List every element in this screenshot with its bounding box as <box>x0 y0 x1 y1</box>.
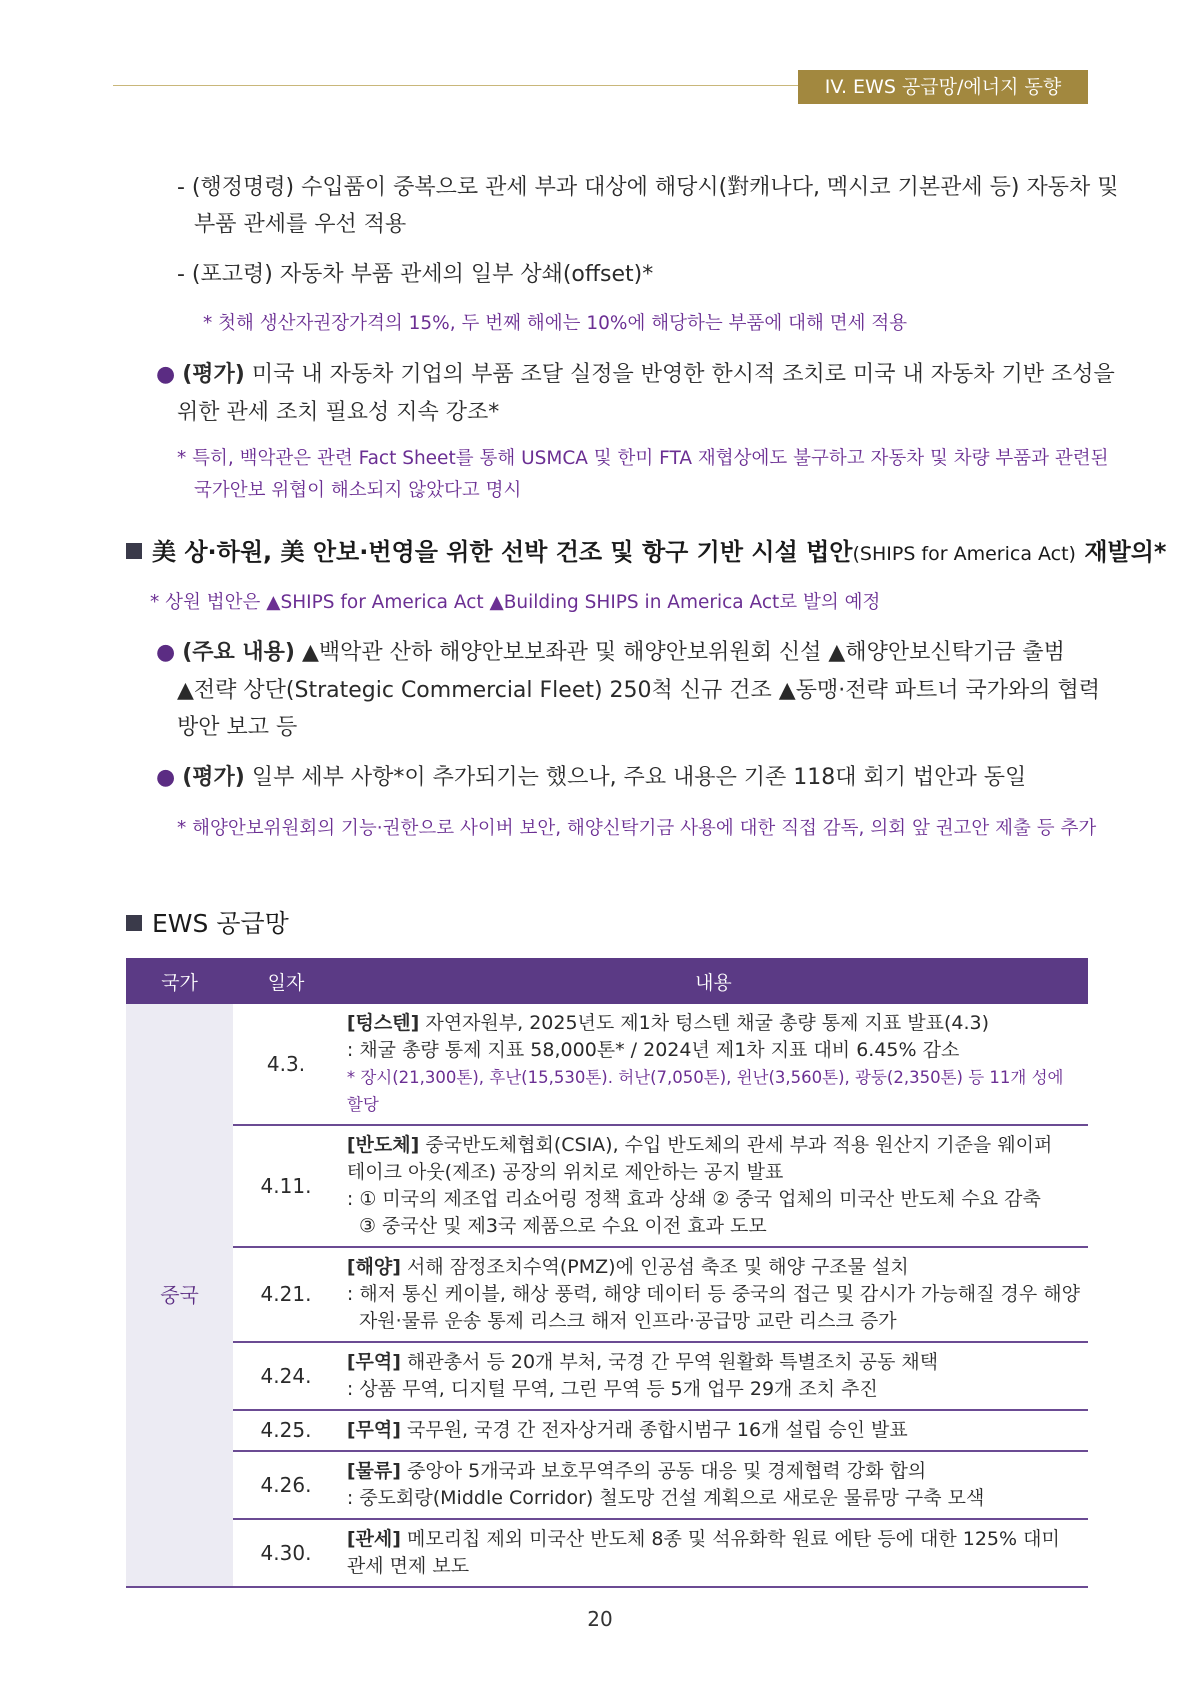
date-cell: 4.21. <box>233 1247 339 1342</box>
section-heading-ships <box>126 532 1166 567</box>
page-number: 20 <box>587 1607 613 1631</box>
bullet-label: (평가) <box>182 765 245 790</box>
content-line <box>347 1526 1080 1553</box>
content-line <box>347 1254 1080 1281</box>
content-text: 중국반도체협회(CSIA), 수입 반도체의 관세 부과 적용 원산지 기준을 웨이퍼 <box>425 1134 1053 1156</box>
topic-tag: [무역] <box>346 1351 401 1373</box>
footnote-2a: * 특히, 백악관은 관련 Fact Sheet를 통해 USMCA 및 한미 FTA 재협상에도 불구하고 자동차 및 차량 부품과 관련된 <box>177 448 1109 469</box>
content-line <box>347 1213 1080 1240</box>
content-line <box>347 1458 1080 1485</box>
section-heading-suffix: 재발의* <box>1075 538 1167 566</box>
table-row <box>126 1519 1088 1587</box>
text-line-1: - (행정명령) 수입품이 중복으로 관세 부과 대상에 해당시(對캐나다, 멕시코 기본관세 등) 자동차 및 <box>177 175 1119 200</box>
table-footnote: * 장시(21,300톤), 후난(15,530톤). 허난(7,050톤), 윈난(3,560톤), 광둥(2,350톤) 등 11개 성에 할당 <box>346 1068 1064 1114</box>
content-line <box>347 1308 1080 1335</box>
content-cell <box>339 1519 1088 1587</box>
topic-tag: [무역] <box>346 1419 401 1441</box>
content-line <box>347 1417 1080 1444</box>
content-line <box>347 1281 1080 1308</box>
date-cell: 4.26. <box>233 1451 339 1519</box>
content-line <box>347 1485 1080 1512</box>
table-row <box>126 1342 1088 1410</box>
bullet-text: ▲백악관 산하 해양안보보좌관 및 해양안보위원회 신설 ▲해양안보신탁기금 출범 <box>294 640 1065 665</box>
topic-tag: [물류] <box>346 1460 401 1482</box>
date-cell: 4.25. <box>233 1410 339 1451</box>
footnote-3: * 상원 법안은 ▲SHIPS for America Act ▲Building SHIPS in America Act로 발의 예정 <box>150 592 881 613</box>
section-heading-text: EWS 공급망 <box>152 909 289 938</box>
header-content: 내용 <box>339 958 1088 1004</box>
text-line-12: 방안 보고 등 <box>177 715 298 740</box>
header-country: 국가 <box>126 958 233 1004</box>
content-text: 자연자원부, 2025년도 제1차 텅스텐 채굴 총량 통제 지표 발표(4.3) <box>425 1012 989 1034</box>
content-text: 서해 잠정조치수역(PMZ)에 인공섬 축조 및 해양 구조물 설치 <box>407 1256 909 1278</box>
bullet-evaluation-2 <box>156 760 1026 791</box>
text-line-6: 위한 관세 조치 필요성 지속 강조* <box>177 400 500 425</box>
bullet-label: (주요 내용) <box>182 640 295 665</box>
content-cell <box>339 1342 1088 1410</box>
content-cell <box>339 1125 1088 1247</box>
bullet-dot: ● <box>156 640 176 665</box>
content-text: 자원·물류 운송 통제 리스크 해저 인프라·공급망 교란 리스크 증가 <box>346 1310 897 1332</box>
content-line <box>347 1037 1080 1064</box>
content-line <box>347 1159 1080 1186</box>
table-row <box>126 1410 1088 1451</box>
topic-tag: [텅스텐] <box>346 1012 420 1034</box>
square-icon <box>126 915 142 931</box>
bullet-dot: ● <box>156 362 176 387</box>
content-line <box>347 1349 1080 1376</box>
content-text: : 채굴 총량 통제 지표 58,000톤* / 2024년 제1차 지표 대비 6.45% 감소 <box>346 1039 960 1061</box>
table-header-row <box>126 958 1088 1004</box>
date-cell: 4.24. <box>233 1342 339 1410</box>
text-line-2: 부품 관세를 우선 적용 <box>194 212 407 237</box>
content-text: 중앙아 5개국과 보호무역주의 공동 대응 및 경제협력 강화 합의 <box>407 1460 927 1482</box>
bullet-evaluation-1 <box>156 357 1115 388</box>
table-row <box>126 1451 1088 1519</box>
content-line <box>347 1376 1080 1403</box>
topic-tag: [반도체] <box>346 1134 420 1156</box>
date-cell: 4.30. <box>233 1519 339 1587</box>
content-text: : ① 미국의 제조업 리쇼어링 정책 효과 상쇄 ② 중국 업체의 미국산 반도체 수요 감축 <box>346 1188 1041 1210</box>
footnote-1: * 첫해 생산자권장가격의 15%, 두 번째 해에는 10%에 해당하는 부품에 대해 면세 적용 <box>203 313 908 334</box>
ews-supply-chain-table <box>126 958 1088 1588</box>
content-text: : 중도회랑(Middle Corridor) 철도망 건설 계획으로 새로운 물류망 구축 모색 <box>346 1487 985 1509</box>
topic-tag: [관세] <box>346 1528 401 1550</box>
content-text: : 해저 통신 케이블, 해상 풍력, 해양 데이터 등 중국의 접근 및 감시가 가능해질 경우 해양 <box>346 1283 1080 1305</box>
content-cell <box>339 1247 1088 1342</box>
text-line-11: ▲전략 상단(Strategic Commercial Fleet) 250척 신규 건조 ▲동맹·전략 파트너 국가와의 협력 <box>177 678 1100 703</box>
section-heading-act: (SHIPS for America Act) <box>852 543 1076 565</box>
bullet-text: 일부 세부 사항*이 추가되기는 했으나, 주요 내용은 기존 118대 회기 법안과 동일 <box>244 765 1027 790</box>
table-row <box>126 1247 1088 1342</box>
content-cell <box>339 1451 1088 1519</box>
content-line <box>347 1553 1080 1580</box>
section-heading-ews <box>126 904 289 940</box>
text-line-3: - (포고령) 자동차 부품 관세의 일부 상쇄(offset)* <box>177 262 654 287</box>
table-row <box>126 1004 1088 1125</box>
footnote-4: * 해양안보위원회의 기능·권한으로 사이버 보안, 해양신탁기금 사용에 대한 직접 감독, 의회 앞 권고안 제출 등 추가 <box>177 818 1097 839</box>
bullet-dot: ● <box>156 765 176 790</box>
bullet-main-content <box>156 635 1065 666</box>
footnote-2b: 국가안보 위협이 해소되지 않았다고 명시 <box>194 480 522 501</box>
content-text: 관세 면제 보도 <box>346 1555 470 1577</box>
table-row <box>126 1125 1088 1247</box>
content-line <box>347 1010 1080 1037</box>
bullet-text: 미국 내 자동차 기업의 부품 조달 실정을 반영한 한시적 조치로 미국 내 자동차 기반 조성을 <box>244 362 1115 387</box>
content-text: 테이크 아웃(제조) 공장의 위치로 제안하는 공지 발표 <box>346 1161 784 1183</box>
content-text: 메모리칩 제외 미국산 반도체 8종 및 석유화학 원료 에탄 등에 대한 125% 대미 <box>407 1528 1060 1550</box>
date-cell: 4.11. <box>233 1125 339 1247</box>
content-cell <box>339 1004 1088 1125</box>
content-text: : 상품 무역, 디지털 무역, 그린 무역 등 5개 업무 29개 조치 추진 <box>346 1378 878 1400</box>
content-line <box>347 1186 1080 1213</box>
bullet-label: (평가) <box>182 362 245 387</box>
content-cell <box>339 1410 1088 1451</box>
content-text: 국무원, 국경 간 전자상거래 종합시범구 16개 설립 승인 발표 <box>407 1419 908 1441</box>
content-line <box>347 1132 1080 1159</box>
topic-tag: [해양] <box>346 1256 401 1278</box>
section-heading-text: 美 상·하원, 美 안보·번영을 위한 선박 건조 및 항구 기반 시설 법안 <box>152 538 853 566</box>
square-icon <box>126 543 142 559</box>
date-cell: 4.3. <box>233 1004 339 1125</box>
country-cell: 중국 <box>126 1004 233 1587</box>
content-text: 해관총서 등 20개 부처, 국경 간 무역 원활화 특별조치 공동 채택 <box>407 1351 939 1373</box>
header-date: 일자 <box>233 958 339 1004</box>
header-rule <box>113 85 798 86</box>
chapter-tag: IV. EWS 공급망/에너지 동향 <box>798 70 1088 104</box>
content-text: ③ 중국산 및 제3국 제품으로 수요 이전 효과 도모 <box>346 1215 767 1237</box>
